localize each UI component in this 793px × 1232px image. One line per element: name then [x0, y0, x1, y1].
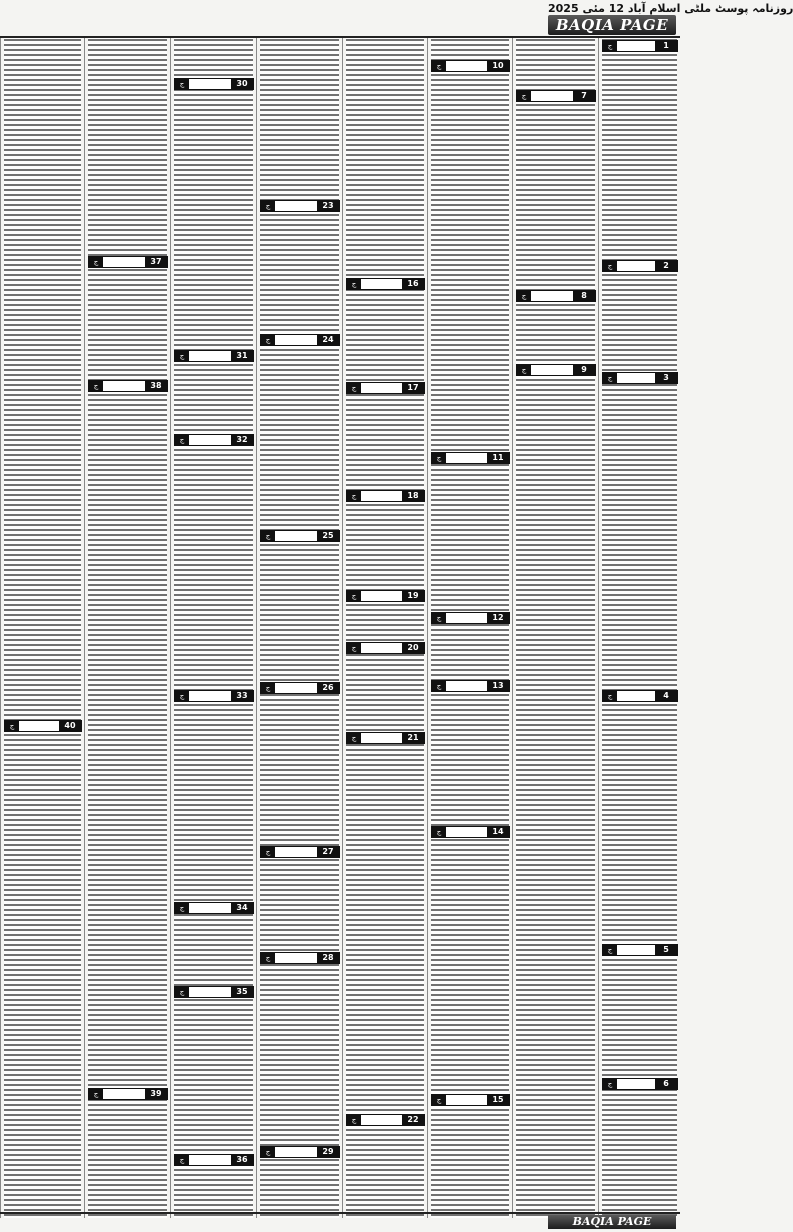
question-header — [260, 334, 340, 346]
question-header — [260, 200, 340, 212]
answer-label: ج — [517, 291, 531, 301]
text-columns — [0, 38, 680, 1218]
answer-label: ج — [261, 683, 275, 693]
question-number: 24 — [317, 335, 339, 345]
answer-label: ج — [347, 383, 361, 393]
question-header — [260, 1146, 340, 1158]
text-column-4 — [342, 38, 427, 1218]
column-text-block — [88, 38, 167, 1218]
question-number: 5 — [655, 945, 677, 955]
question-number: 18 — [402, 491, 424, 501]
answer-label: ج — [517, 91, 531, 101]
question-number: 4 — [655, 691, 677, 701]
question-header — [346, 642, 425, 654]
answer-label: ج — [89, 257, 103, 267]
date-line: روزنامہ پوسٹ ملٹی اسلام آباد 12 مئی 2025 — [548, 2, 793, 15]
question-header — [602, 372, 678, 384]
question-header — [346, 1114, 425, 1126]
question-number: 13 — [487, 681, 509, 691]
column-text-block — [174, 38, 253, 1218]
answer-label: ج — [603, 373, 617, 383]
question-number: 21 — [402, 733, 424, 743]
text-column-7 — [84, 38, 170, 1218]
answer-label: ج — [89, 381, 103, 391]
column-text-block — [346, 38, 424, 1218]
question-header — [431, 826, 510, 838]
question-header — [174, 902, 254, 914]
question-number: 6 — [655, 1079, 677, 1089]
question-header — [174, 350, 254, 362]
question-number: 26 — [317, 683, 339, 693]
answer-label: ج — [175, 987, 189, 997]
question-number: 11 — [487, 453, 509, 463]
question-number: 36 — [231, 1155, 253, 1165]
question-number: 30 — [231, 79, 253, 89]
question-header — [431, 1094, 510, 1106]
question-number: 38 — [145, 381, 167, 391]
text-column-6 — [170, 38, 256, 1218]
question-number: 37 — [145, 257, 167, 267]
answer-label: ج — [603, 41, 617, 51]
question-header — [260, 952, 340, 964]
text-column-3 — [427, 38, 512, 1218]
question-header — [88, 380, 168, 392]
question-header — [602, 944, 678, 956]
column-text-block — [431, 38, 509, 1218]
question-header — [346, 278, 425, 290]
question-number: 12 — [487, 613, 509, 623]
text-column-2 — [512, 38, 598, 1218]
question-header — [346, 732, 425, 744]
question-number: 19 — [402, 591, 424, 601]
question-number: 2 — [655, 261, 677, 271]
question-number: 27 — [317, 847, 339, 857]
question-number: 7 — [573, 91, 595, 101]
answer-label: ج — [261, 335, 275, 345]
answer-label: ج — [175, 691, 189, 701]
answer-label: ج — [603, 691, 617, 701]
answer-label: ج — [432, 1095, 446, 1105]
question-number: 34 — [231, 903, 253, 913]
answer-label: ج — [432, 453, 446, 463]
answer-label: ج — [347, 491, 361, 501]
answer-label: ج — [432, 61, 446, 71]
text-column-5 — [256, 38, 342, 1218]
answer-label: ج — [432, 681, 446, 691]
question-header — [260, 530, 340, 542]
answer-label: ج — [517, 365, 531, 375]
column-text-block — [602, 38, 677, 1218]
answer-label: ج — [347, 643, 361, 653]
column-text-block — [260, 38, 339, 1218]
answer-label: ج — [347, 591, 361, 601]
answer-label: ج — [5, 721, 19, 731]
question-number: 1 — [655, 41, 677, 51]
question-header — [88, 1088, 168, 1100]
question-number: 14 — [487, 827, 509, 837]
question-header — [602, 1078, 678, 1090]
question-number: 8 — [573, 291, 595, 301]
question-header — [602, 40, 678, 52]
answer-label: ج — [175, 903, 189, 913]
answer-label: ج — [347, 1115, 361, 1125]
answer-label: ج — [261, 847, 275, 857]
masthead — [0, 0, 793, 38]
answer-label: ج — [347, 733, 361, 743]
text-column-1 — [598, 38, 680, 1218]
answer-label: ج — [261, 1147, 275, 1157]
question-header — [346, 590, 425, 602]
question-header — [260, 846, 340, 858]
answer-label: ج — [89, 1089, 103, 1099]
answer-label: ج — [261, 531, 275, 541]
footer — [0, 1212, 680, 1232]
answer-label: ج — [347, 279, 361, 289]
question-number: 22 — [402, 1115, 424, 1125]
question-number: 17 — [402, 383, 424, 393]
question-number: 40 — [59, 721, 81, 731]
question-number: 16 — [402, 279, 424, 289]
answer-label: ج — [261, 953, 275, 963]
question-number: 23 — [317, 201, 339, 211]
question-header — [88, 256, 168, 268]
question-number: 3 — [655, 373, 677, 383]
question-number: 33 — [231, 691, 253, 701]
question-header — [174, 986, 254, 998]
question-number: 28 — [317, 953, 339, 963]
question-header — [260, 682, 340, 694]
answer-label: ج — [175, 351, 189, 361]
column-text-block — [516, 38, 595, 1218]
answer-label: ج — [603, 1079, 617, 1089]
question-number: 35 — [231, 987, 253, 997]
question-header — [431, 612, 510, 624]
column-text-block — [4, 38, 81, 1218]
answer-label: ج — [175, 1155, 189, 1165]
question-header — [174, 78, 254, 90]
answer-label: ج — [175, 79, 189, 89]
question-header — [346, 490, 425, 502]
answer-label: ج — [261, 201, 275, 211]
answer-label: ج — [603, 945, 617, 955]
answer-label: ج — [432, 613, 446, 623]
question-number: 20 — [402, 643, 424, 653]
question-header — [4, 720, 82, 732]
answer-label: ج — [603, 261, 617, 271]
question-header — [174, 434, 254, 446]
question-header — [431, 680, 510, 692]
question-number: 32 — [231, 435, 253, 445]
question-header — [516, 364, 596, 376]
question-number: 15 — [487, 1095, 509, 1105]
text-column-8 — [0, 38, 84, 1218]
footer-brand: BAQIA PAGE — [548, 1215, 676, 1229]
question-number: 9 — [573, 365, 595, 375]
question-number: 29 — [317, 1147, 339, 1157]
question-header — [174, 690, 254, 702]
question-header — [516, 90, 596, 102]
answer-label: ج — [432, 827, 446, 837]
question-header — [602, 260, 678, 272]
question-number: 39 — [145, 1089, 167, 1099]
question-number: 25 — [317, 531, 339, 541]
page-brand: BAQIA PAGE — [548, 15, 676, 35]
question-number: 31 — [231, 351, 253, 361]
question-header — [431, 452, 510, 464]
question-header — [346, 382, 425, 394]
question-header — [431, 60, 510, 72]
question-number: 10 — [487, 61, 509, 71]
answer-label: ج — [175, 435, 189, 445]
question-header — [516, 290, 596, 302]
question-header — [174, 1154, 254, 1166]
question-header — [602, 690, 678, 702]
